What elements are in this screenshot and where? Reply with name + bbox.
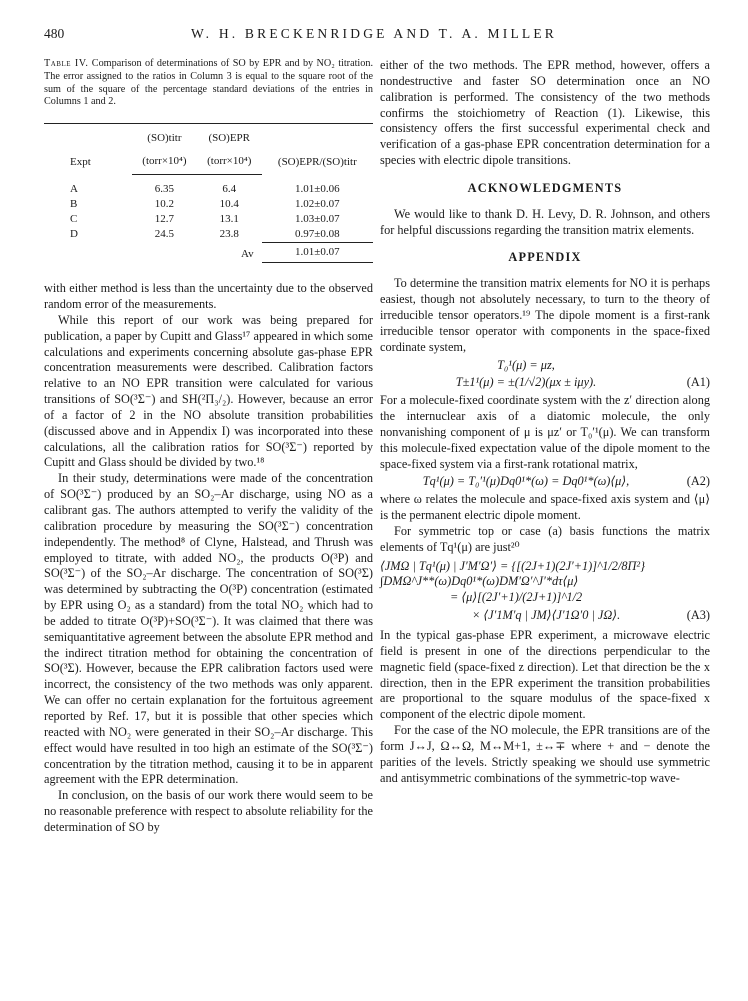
body-paragraph: To determine the transition matrix elements for NO it is perhaps easiest, though not absolutely necessary, to turn to the theory of irreducible tensor operators.¹⁹ The dipole moment is a first-rank irreducible tensor operator with components in the space-fixed cordinate system,	[380, 276, 710, 354]
table-average-row	[44, 243, 373, 263]
body-paragraph: with either method is less than the uncertainty due to the observed random error of the measurements.	[44, 281, 373, 312]
equation-a3-line4: × ⟨J′1M′q | JM⟩⟨J′1Ω′0 | JΩ⟩. (A3)	[472, 608, 710, 623]
col-header-epr: (SO)EPR	[197, 124, 262, 152]
cell-ratio: 0.97±0.08	[295, 228, 340, 241]
col-header-titr-unit: (torr×10⁴)	[132, 151, 197, 175]
equation-number: (A1)	[686, 375, 710, 390]
right-column	[380, 58, 710, 786]
equation-number: (A3)	[686, 608, 710, 623]
cell-titr: 6.35	[154, 183, 175, 196]
col-header-expt: Expt	[44, 124, 132, 175]
body-paragraph: In their study, determinations were made of the concentration of SO(³Σ⁻) produced by an SO₂–Ar discharge, using NO as a calibrant gas. The authors attempted to verify the validity of the calibration procedure by measuring the SO(³Σ⁻) concentration independently. The method⁸ of Clyne, Halstead, and Thrush was employed to titrate, with added NO₂, the products O(³P) and SO(³Σ⁻) of the SO₂–Ar discharge. The concentration of SO(³Σ) was determined by subtracting the O(³P) concentration (estimated by EPR using O₂ as a standard) from the total NO₂ which had to be added to titrate O(³P)+SO(³Σ⁻). It was claimed that there was semiquantitative agreement between the absolute EPR method and the indirect titration method for obtaining the concentration of SO(³Σ). However, because the EPR calibration factors used were incorrect, the consistency of the two methods was only apparent. We can offer no certain explanation for the fortuitous agreement reported by Ref. 17, but it is possible that other species which reacted with NO₂ were generated in their SO₂–Ar discharge. This effect would have resulted in too high an estimate of the SO(³Σ⁻) concentration by the titration method, causing it to be in apparent agreement with the EPR determination.	[44, 471, 373, 787]
body-paragraph: For a molecule-fixed coordinate system with the z′ direction along the internuclear axis of a diatomic molecule, the only nonvanishing component of μ is μz′ or T₀′¹(μ). We can transform this molecule-fixed expectation value of the dipole moment to the space-fixed system via a first-rank rotational matrix,	[380, 393, 710, 471]
body-paragraph: either of the two methods. The EPR method, however, offers a nondestructive and faster SO determination once an NO calibration is performed. The consistency of the two methods confirms the stoichiometry of Reaction (1). Likewise, this consistency offers the first successful experimental check and verification of a gas-phase EPR concentration determination for a species with electric dipole transitions.	[380, 58, 710, 168]
cell-ratio: 1.01±0.06	[295, 182, 340, 195]
acknowledgments-heading: ACKNOWLEDGMENTS	[467, 180, 623, 195]
col-header-epr-unit: (torr×10⁴)	[197, 151, 262, 175]
body-paragraph: In the typical gas-phase EPR experiment, a microwave electric field is present in one of the directions perpendicular to the magnetic field (space-fixed z direction). Let that direction be the x direction, then in the EPR experiment the transition probabilities are proportional to the square modulus of the space-fixed x component of the electric dipole moment.	[380, 628, 710, 722]
cell-expt: B	[70, 198, 78, 211]
average-label: Av	[241, 247, 254, 260]
body-paragraph: For symmetric top or case (a) basis functions the matrix elements of Tq¹(μ) are just²⁰	[380, 523, 710, 554]
appendix-heading: APPENDIX	[508, 250, 582, 265]
page-header	[44, 26, 704, 46]
equation-a3-line2: ∫DMΩ^J**(ω)Dq0¹*(ω)DM′Ω′^J′*dτ⟨μ⟩	[380, 574, 579, 589]
equation-a1-line2: T±1¹(μ) = ±(1/√2)(μx ± iμy). (A1)	[455, 375, 710, 390]
cell-expt: D	[70, 228, 78, 241]
table-label: Table IV.	[44, 58, 89, 69]
page-number: 480	[44, 26, 65, 41]
equation-a1-line1: T₀¹(μ) = μz,	[497, 357, 555, 372]
acknowledgments-text: We would like to thank D. H. Levy, D. R. Johnson, and others for helpful discussions regarding the transition matrix elements.	[380, 206, 710, 237]
body-paragraph: In conclusion, on the basis of our work there would seem to be no reasonable preference with respect to absolute reliability for the determination of SO by	[44, 788, 373, 834]
table-caption-text: Comparison of determinations of SO by EPR and by NO₂ titration. The error assigned to the ratios in Column 3 is equal to the square root of the sum of the square of the percentage standard deviations of the entries in Columns 1 and 2.	[44, 58, 373, 108]
average-value: 1.01±0.07	[262, 243, 373, 263]
table-row	[44, 197, 373, 212]
body-paragraph: where ω relates the molecule and space-fixed axis system and ⟨μ⟩ is the permanent electric dipole moment.	[380, 492, 710, 523]
cell-expt: C	[70, 213, 78, 226]
table-row	[44, 175, 373, 198]
comparison-table	[44, 123, 373, 263]
running-title: W. H. BRECKENRIDGE AND T. A. MILLER	[190, 26, 557, 41]
cell-epr: 6.4	[222, 183, 237, 196]
table-row	[44, 212, 373, 227]
cell-ratio: 1.02±0.07	[295, 198, 340, 211]
cell-epr: 23.8	[219, 228, 239, 241]
equation-a2: Tq¹(μ) = T₀′¹(μ)Dq0¹*(ω) = Dq0¹*(ω)⟨μ⟩, (A2)	[422, 474, 710, 489]
cell-titr: 10.2	[154, 198, 175, 211]
cell-expt: A	[70, 182, 78, 195]
body-paragraph: For the case of the NO molecule, the EPR transitions are of the form J↔J, Ω↔Ω, M↔M+1, ±↔∓ where + and − denote the parities of the levels. Strictly speaking we should use symmetric and antisymmetric combinations of the symmetric-top wave-	[380, 723, 710, 785]
table-row	[44, 227, 373, 243]
cell-epr: 13.1	[219, 213, 239, 226]
left-column	[44, 58, 373, 836]
cell-titr: 12.7	[154, 213, 175, 226]
cell-epr: 10.4	[219, 198, 239, 211]
body-paragraph: While this report of our work was being prepared for publication, a paper by Cupitt and Glass¹⁷ appeared in which some calculations and experiments concerning absolute gas-phase EPR concentration measurements were described. Calibration factors relative to an NO EPR transition were calculated for various transitions of SO(³Σ⁻) and SH(²Π₃/₂). However, because an error of a factor of 2 in the NO absolute transition probabilities (discussed above and in Appendix I) was incorporated into these calculations, all the calibration ratios for SO(³Σ⁻) reported by Cupitt and Glass should be divided by two.¹⁸	[44, 312, 373, 470]
col-header-titr: (SO)titr	[132, 124, 197, 152]
equation-a3-line3: = ⟨μ⟩[(2J′+1)/(2J+1)]^1/2	[450, 590, 583, 605]
cell-ratio: 1.03±0.07	[295, 213, 340, 226]
table-caption	[44, 58, 373, 109]
equation-a3-line1: ⟨JMΩ | Tq¹(μ) | J′M′Ω′⟩ = {[(2J+1)(2J′+1)]^1/2/8Π²}	[380, 558, 646, 573]
cell-titr: 24.5	[154, 228, 175, 241]
equation-number: (A2)	[686, 474, 710, 489]
col-header-ratio: (SO)EPR/(SO)titr	[262, 124, 373, 175]
